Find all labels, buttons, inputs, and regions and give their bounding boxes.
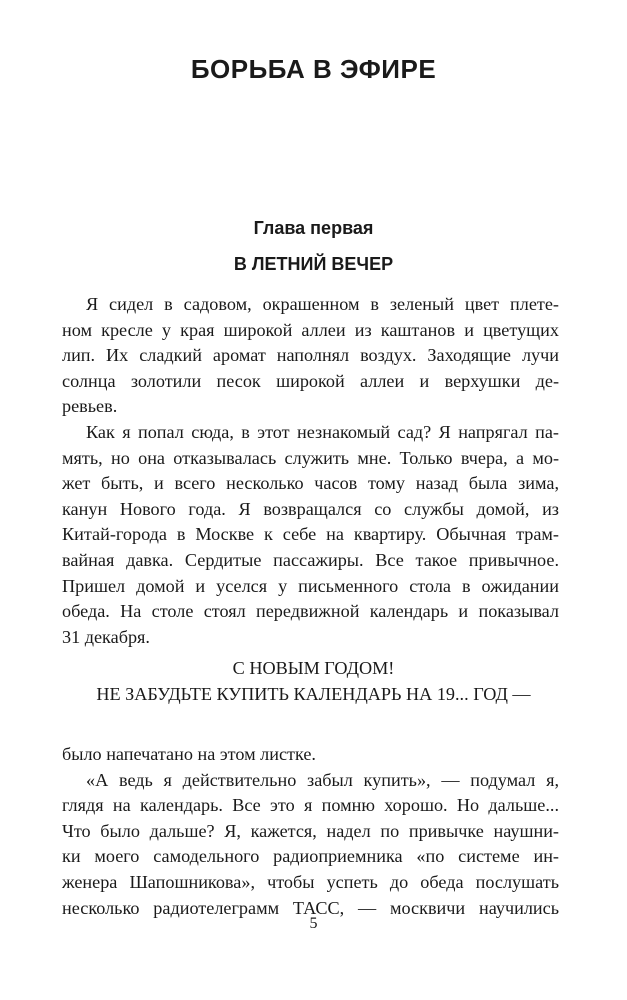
- text-line: жет быть, и всего несколько часов тому назад была зима,: [62, 473, 559, 494]
- text-line: ки моего самодельного радиоприемника «по системе ин-: [62, 846, 559, 867]
- text-line: «А ведь я действительно забыл купить», — подумал я,: [86, 769, 559, 790]
- chapter-title: В ЛЕТНИЙ ВЕЧЕР: [233, 254, 394, 274]
- notice-line: С НОВЫМ ГОДОМ!: [232, 658, 395, 678]
- text-line: Китай-города в Москве к себе на квартиру. Обычная трам-: [62, 524, 559, 545]
- text-line: вайная давка. Сердитые пассажиры. Все такое привычное.: [62, 549, 559, 570]
- body-text-block-1: [62, 292, 559, 650]
- text-line: 31 декабря.: [62, 626, 150, 647]
- calendar-notice: [0, 656, 627, 707]
- text-line: солнца золотили песок широкой аллеи и верхушки де-: [62, 370, 559, 391]
- text-line: ревьев.: [62, 396, 118, 417]
- text-line: ном кресле у края широкой аллеи из каштанов и цветущих: [62, 319, 559, 340]
- chapter-label: Глава первая: [253, 218, 374, 238]
- page-number: 5: [309, 915, 318, 932]
- notice-line: НЕ ЗАБУДЬТЕ КУПИТЬ КАЛЕНДАРЬ НА 19... ГОД —: [96, 683, 531, 704]
- text-line: глядя на календарь. Все это я помню хорошо. Но дальше...: [62, 795, 559, 816]
- text-line: Что было дальше? Я, кажется, надел по привычке наушни-: [62, 820, 559, 841]
- text-line: Как я попал сюда, в этот незнакомый сад? Я напрягал па-: [86, 421, 559, 442]
- text-line: Пришел домой и уселся у письменного стола в ожидании: [62, 575, 559, 596]
- text-line: было напечатано на этом листке.: [62, 744, 316, 764]
- text-line: Я сидел в садовом, окрашенном в зеленый цвет плете-: [86, 294, 559, 314]
- text-line: женера Шапошникова», чтобы успеть до обеда послушать: [62, 871, 559, 892]
- text-line: обеда. На столе стоял передвижной календарь и показывал: [62, 601, 559, 622]
- text-line: мять, но она отказывалась служить мне. Только вчера, а мо-: [62, 447, 559, 468]
- body-text-block-2: [62, 742, 559, 921]
- text-line: канун Нового года. Я возвращался со службы домой, из: [62, 498, 559, 519]
- text-line: несколько радиотелеграмм ТАСС, — москвичи научились: [62, 897, 559, 918]
- book-title: БОРЬБА В ЭФИРЕ: [190, 54, 437, 84]
- text-line: лип. Их сладкий аромат наполнял воздух. Заходящие лучи: [62, 345, 559, 366]
